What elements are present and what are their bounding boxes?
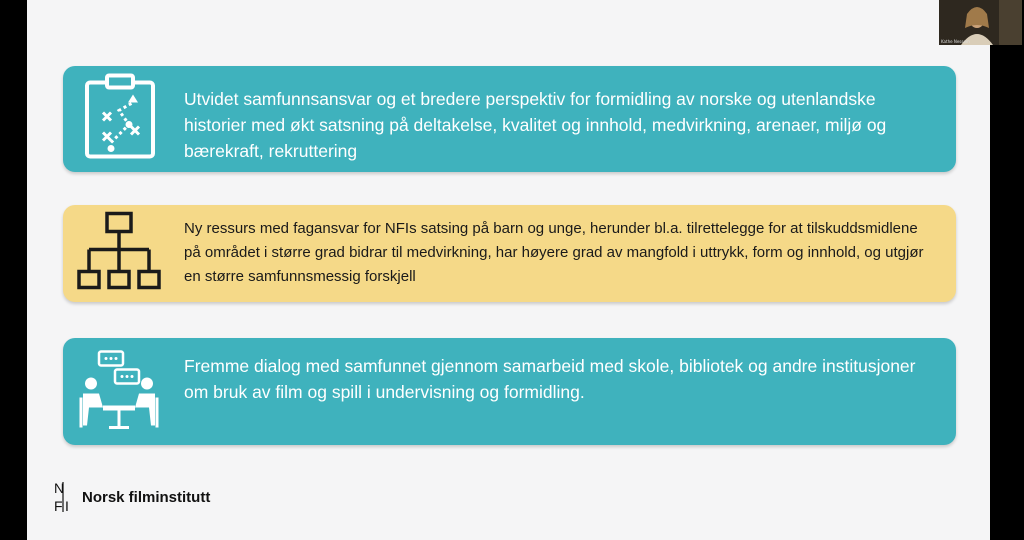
webcam-name-label: Kathe Nessem [941,39,970,44]
nfi-logo-icon [54,480,74,514]
webcam-thumbnail[interactable] [939,0,1022,45]
org-chart-icon [77,211,161,296]
svg-text:I: I [65,498,69,514]
presentation-slide [27,0,990,540]
meeting-dialog-icon [77,349,161,434]
strategy-clipboard-icon [81,73,159,166]
logo-text: Norsk filminstitutt [82,488,211,506]
card-text: Ny ressurs med fagansvar for NFIs satsing på barn og unge, herunder bl.a. tilrettelegge for at tilskuddsmidlene på området i større grad bidrar til medvirkning, har høyere grad av mangfold i uttrykk, form og innhold, og utgjør en større samfunnsmessig forskjell [184,220,924,285]
svg-text:N: N [54,480,65,496]
svg-text:F: F [54,498,63,514]
card-text: Utvidet samfunnsansvar og et bredere perspektiv for formidling av norske og utenlandske historier med økt satsning på deltakelse, kvalitet og innhold, medvirkning, arenaer, miljø og bærekraft, rekruttering [184,89,887,161]
card-children-youth [63,205,956,302]
card-social-responsibility [63,66,956,172]
nfi-logo [54,480,210,514]
card-dialog [63,338,956,445]
card-text: Fremme dialog med samfunnet gjennom samarbeid med skole, bibliotek og andre institusjoner om bruk av film og spill i undervisning og formidling. [184,356,916,402]
